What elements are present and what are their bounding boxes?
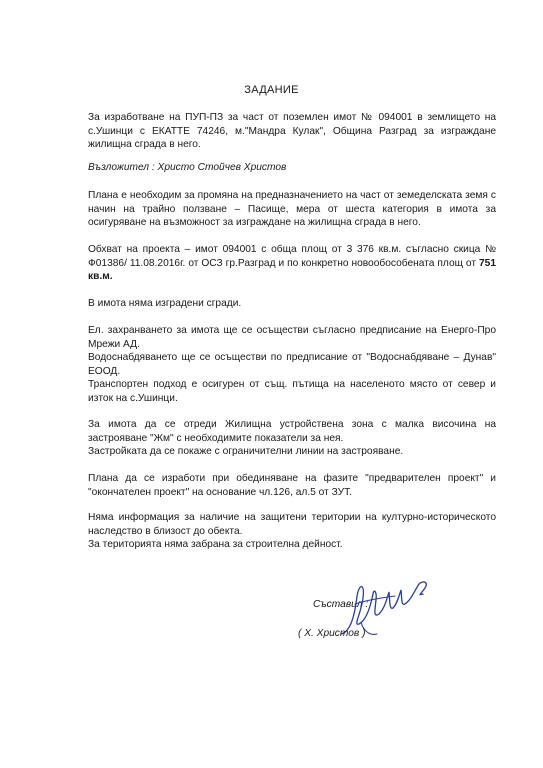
no-buildings-paragraph: В имота няма изградени сгради. — [88, 298, 242, 309]
building-lines-paragraph: Застройката да се покаже с ограничителни линии на застрояване. — [88, 446, 404, 457]
phases-paragraph: Плана да се изработи при обединяване на фазите "предварителен проект" и "окончателен проект" на основание чл.126, ал.5 от ЗУТ. — [88, 473, 496, 498]
power-paragraph: Ел. захранването за имота ще се осъществи съгласно предписание на Енерго-Про Мрежи АД. — [88, 325, 496, 350]
ban-paragraph: За територията няма забрана за строителна дейност. — [88, 539, 343, 550]
signed-label: Съставил : — [313, 599, 369, 610]
transport-paragraph: Транспортен подход е осигурен от същ. пътища на населеното място от север и изток на с.Ушинци. — [88, 379, 496, 404]
scope-paragraph — [88, 243, 496, 284]
document-title: ЗАДАНИЕ — [244, 84, 299, 96]
heritage-paragraph: Няма информация за наличие на защитени територии на културно-историческото наследство в близост до обекта. — [88, 512, 496, 537]
scope-area: 751 кв.м. — [88, 257, 496, 283]
water-paragraph: Водоснабдяването ще се осъществи по предписание от "Водоснабдяване – Дунав" ЕООД. — [88, 352, 496, 377]
assignor-line: Възложител : Христо Стойчев Христов — [88, 162, 287, 173]
subject-paragraph: За изработване на ПУП-ПЗ за част от поземлен имот № 094001 в землището на с.Ушинци с ЕКАТТЕ 74246, м."Мандра Кулак", Община Разград за изграждане жилищна сграда в него. — [88, 112, 496, 151]
scope-text: Обхват на проекта – имот 094001 с обща площ от 3 376 кв.м. съгласно скица № Ф01386/ 11.08.2016г. от ОСЗ гр.Разград и по конкретно новообособената площ от — [88, 244, 496, 269]
signed-name: ( Х. Христов ) — [298, 628, 366, 639]
need-paragraph: Плана е необходим за промяна на предназначението на част от земеделската земя с начин на трайно ползване – Пасище, мера от шеста категория в имота за осигуряване на възможност за изграждане на жилищна сграда в него. — [88, 190, 496, 229]
zone-paragraph: За имота да се отреди Жилищна устройствена зона с малка височина на застрояване "Жм" с необходимите показатели за нея. — [88, 419, 496, 444]
